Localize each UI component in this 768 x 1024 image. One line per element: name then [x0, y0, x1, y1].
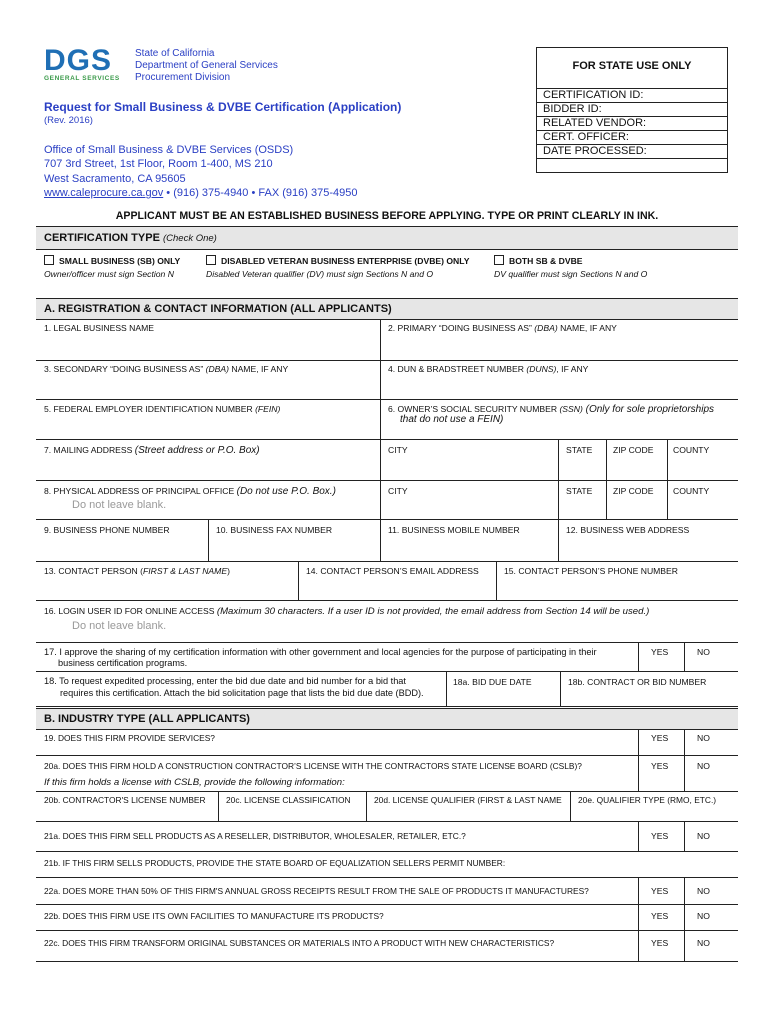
rule — [684, 730, 685, 791]
rule — [36, 480, 738, 481]
option-sb-only-label: SMALL BUSINESS (SB) ONLY — [59, 256, 181, 266]
state-row-bidder-id: BIDDER ID: — [537, 102, 727, 116]
rule — [684, 821, 685, 851]
rule — [218, 791, 219, 821]
field-14-contact-email[interactable]: 14. CONTACT PERSON’S EMAIL ADDRESS — [306, 566, 479, 576]
rule — [36, 561, 738, 562]
rule — [667, 439, 668, 520]
state-row-certification-id: CERTIFICATION ID: — [537, 88, 727, 102]
cert-type-note: (Check One) — [162, 233, 217, 244]
field-8-physical-address[interactable]: 8. PHYSICAL ADDRESS OF PRINCIPAL OFFICE (Do not use P.O. Box.) — [44, 486, 336, 497]
form-title: Request for Small Business & DVBE Certification (Application) — [44, 100, 402, 114]
rule — [558, 439, 559, 561]
field-11-business-mobile[interactable]: 11. BUSINESS MOBILE NUMBER — [388, 525, 520, 535]
field-17-sharing-approval: 17. I approve the sharing of my certification information with other government and local agencies for the purpose of participating in their — [44, 647, 597, 657]
option-dvbe-only-note: Disabled Veteran qualifier (DV) must sign Sections N and O — [206, 269, 434, 279]
field-1-legal-name[interactable]: 1. LEGAL BUSINESS NAME — [44, 323, 155, 333]
field-8-state[interactable]: STATE — [566, 486, 593, 496]
checkbox-sb-only[interactable] — [44, 255, 54, 265]
rule — [570, 791, 571, 821]
rule — [208, 519, 209, 561]
field-12-business-web[interactable]: 12. BUSINESS WEB ADDRESS — [566, 525, 690, 535]
rule — [684, 877, 685, 961]
rule — [638, 730, 639, 791]
field-4-duns[interactable]: 4. DUN & BRADSTREET NUMBER (DUNS), IF ANY — [388, 364, 589, 374]
field-7-state[interactable]: STATE — [566, 445, 593, 455]
section-a-heading: A. REGISTRATION & CONTACT INFORMATION (ALL APPLICANTS) — [36, 298, 738, 320]
cert-type-heading: CERTIFICATION TYPE — [44, 232, 160, 244]
rule — [36, 904, 738, 905]
option-both-note: DV qualifier must sign Sections N and O — [494, 269, 648, 279]
q20e-qualifier-type[interactable]: 20e. QUALIFIER TYPE (RMO, ETC.) — [578, 795, 717, 805]
q22b-no[interactable]: NO — [697, 911, 710, 921]
state-use-title: FOR STATE USE ONLY — [572, 60, 692, 72]
rule — [36, 961, 738, 962]
option-dvbe-only[interactable] — [206, 255, 469, 266]
q20a-no[interactable]: NO — [697, 761, 710, 771]
office-city: West Sacramento, CA 95605 — [44, 173, 186, 185]
office-address: 707 3rd Street, 1st Floor, Room 1-400, MS 210 — [44, 158, 273, 170]
field-17-sharing-approval-cont: business certification programs. — [58, 658, 188, 668]
rule — [36, 399, 738, 400]
field-17-no[interactable]: NO — [697, 647, 710, 657]
q22b-yes[interactable]: YES — [651, 911, 669, 921]
field-3-secondary-dba[interactable]: 3. SECONDARY “DOING BUSINESS AS” (DBA) NAME, IF ANY — [44, 364, 289, 374]
rule — [36, 519, 738, 520]
rule — [36, 600, 738, 601]
field-2-primary-dba[interactable]: 2. PRIMARY “DOING BUSINESS AS” (DBA) NAME, IF ANY — [388, 323, 617, 333]
dgs-logo: DGS — [44, 44, 113, 77]
q22c-transform-materials: 22c. DOES THIS FIRM TRANSFORM ORIGINAL SUBSTANCES OR MATERIALS INTO A PRODUCT WITH NEW CHARACTERISTICS? — [44, 938, 555, 948]
option-both-label: BOTH SB & DVBE — [509, 256, 583, 266]
q20-note: If this firm holds a license with CSLB, provide the following information: — [44, 777, 345, 788]
agency-line-3: Procurement Division — [135, 72, 231, 83]
option-sb-only-note: Owner/officer must sign Section N — [44, 269, 174, 279]
section-b-heading: B. INDUSTRY TYPE (ALL APPLICANTS) — [36, 708, 738, 730]
field-10-business-fax[interactable]: 10. BUSINESS FAX NUMBER — [216, 525, 333, 535]
q20a-yes[interactable]: YES — [651, 761, 669, 771]
field-8-hint: Do not leave blank. — [72, 499, 167, 511]
state-row-blank — [537, 158, 727, 172]
state-use-only-box — [536, 47, 728, 173]
state-row-cert-officer: CERT. OFFICER: — [537, 130, 727, 144]
q22a-manufacture-receipts: 22a. DOES MORE THAN 50% OF THIS FIRM'S ANNUAL GROSS RECEIPTS RESULT FROM THE SALE OF PRODUCTS IT MANUFACTURES? — [44, 886, 589, 896]
office-website-link[interactable]: www.caleprocure.ca.gov — [44, 187, 164, 199]
field-5-fein[interactable]: 5. FEDERAL EMPLOYER IDENTIFICATION NUMBER (FEIN) — [44, 404, 281, 414]
option-dvbe-only-label: DISABLED VETERAN BUSINESS ENTERPRISE (DVBE) ONLY — [221, 256, 470, 266]
rule — [496, 561, 497, 600]
field-18-expedited-cont: requires this certification. Attach the bid solicitation page that lists the bid due date (BDD). — [60, 688, 424, 698]
option-both[interactable] — [494, 255, 583, 266]
field-8-city[interactable]: CITY — [388, 486, 408, 496]
office-contact-line — [44, 187, 357, 199]
q21a-yes[interactable]: YES — [651, 831, 669, 841]
field-18b-bid-number[interactable]: 18b. CONTRACT OR BID NUMBER — [568, 677, 707, 687]
q20c-license-classification[interactable]: 20c. LICENSE CLASSIFICATION — [226, 795, 351, 805]
field-17-yes[interactable]: YES — [651, 647, 669, 657]
q19-provide-services: 19. DOES THIS FIRM PROVIDE SERVICES? — [44, 733, 215, 743]
field-15-contact-phone[interactable]: 15. CONTACT PERSON’S PHONE NUMBER — [504, 566, 678, 576]
q20a-cslb-license: 20a. DOES THIS FIRM HOLD A CONSTRUCTION CONTRACTOR’S LICENSE WITH THE CONTRACTORS STATE LICENSE BOARD (CSLB)? — [44, 761, 582, 771]
rule — [560, 671, 561, 706]
field-8-zip[interactable]: ZIP CODE — [613, 486, 654, 496]
field-7-mailing-address[interactable]: 7. MAILING ADDRESS (Street address or P.O. Box) — [44, 445, 260, 456]
rule — [36, 360, 738, 361]
field-13-contact-person[interactable]: 13. CONTACT PERSON (FIRST & LAST NAME) — [44, 566, 230, 576]
field-18a-bid-due-date[interactable]: 18a. BID DUE DATE — [453, 677, 532, 687]
field-6-ssn-note: that do not use a FEIN) — [400, 414, 504, 425]
state-row-related-vendor: RELATED VENDOR: — [537, 116, 727, 130]
applicant-notice: APPLICANT MUST BE AN ESTABLISHED BUSINESS BEFORE APPLYING. TYPE OR PRINT CLEARLY IN INK. — [115, 210, 659, 222]
rule — [36, 706, 738, 707]
rule — [36, 642, 738, 643]
q21a-sell-products: 21a. DOES THIS FIRM SELL PRODUCTS AS A RESELLER, DISTRIBUTOR, WHOLESALER, RETAILER, ETC.? — [44, 831, 466, 841]
option-sb-only[interactable] — [44, 255, 180, 266]
agency-line-2: Department of General Services — [135, 60, 278, 71]
q19-yes[interactable]: YES — [651, 733, 669, 743]
rule — [684, 642, 685, 671]
rule — [36, 851, 738, 852]
field-16-hint: Do not leave blank. — [72, 620, 167, 632]
rule — [36, 439, 738, 440]
rule — [638, 642, 639, 671]
field-18-expedited: 18. To request expedited processing, enter the bid due date and bid number for a bid that — [44, 676, 406, 686]
rule — [638, 821, 639, 851]
office-phone-fax: • (916) 375-4940 • FAX (916) 375-4950 — [163, 187, 358, 199]
rule — [366, 791, 367, 821]
q22c-no[interactable]: NO — [697, 938, 710, 948]
q22b-own-facilities: 22b. DOES THIS FIRM USE ITS OWN FACILITIES TO MANUFACTURE ITS PRODUCTS? — [44, 911, 384, 921]
q20b-license-number[interactable]: 20b. CONTRACTOR'S LICENSE NUMBER — [44, 795, 206, 805]
rule — [446, 671, 447, 706]
rule — [36, 755, 738, 756]
state-row-date-processed: DATE PROCESSED: — [537, 144, 727, 158]
q22a-yes[interactable]: YES — [651, 886, 669, 896]
field-8-county[interactable]: COUNTY — [673, 486, 710, 496]
q21a-no[interactable]: NO — [697, 831, 710, 841]
checkbox-dvbe-only[interactable] — [206, 255, 216, 265]
q19-no[interactable]: NO — [697, 733, 710, 743]
rule — [36, 821, 738, 822]
office-name: Office of Small Business & DVBE Services (OSDS) — [44, 144, 294, 156]
agency-line-1: State of California — [135, 48, 215, 59]
q22a-no[interactable]: NO — [697, 886, 710, 896]
field-16-login-user-id[interactable]: 16. LOGIN USER ID FOR ONLINE ACCESS (Maximum 30 characters. If a user ID is not provided, the email address from Section 14 will be used.) — [44, 606, 650, 617]
rule — [36, 671, 738, 672]
rule — [380, 320, 381, 561]
rule — [298, 561, 299, 600]
q20d-license-qualifier[interactable]: 20d. LICENSE QUALIFIER (FIRST & LAST NAME — [374, 795, 562, 805]
field-7-zip[interactable]: ZIP CODE — [613, 445, 654, 455]
rule — [638, 877, 639, 961]
rule — [606, 439, 607, 520]
cert-type-bar — [36, 226, 738, 250]
rule — [36, 930, 738, 931]
q21b-sellers-permit[interactable]: 21b. IF THIS FIRM SELLS PRODUCTS, PROVIDE THE STATE BOARD OF EQUALIZATION SELLERS PERMIT NUMBER: — [44, 858, 506, 868]
field-9-business-phone[interactable]: 9. BUSINESS PHONE NUMBER — [44, 525, 170, 535]
field-7-county[interactable]: COUNTY — [673, 445, 710, 455]
q22c-yes[interactable]: YES — [651, 938, 669, 948]
rule — [36, 791, 738, 792]
rule — [36, 877, 738, 878]
checkbox-both[interactable] — [494, 255, 504, 265]
form-revision: (Rev. 2016) — [44, 115, 93, 126]
dgs-logo-subtitle: GENERAL SERVICES — [44, 75, 120, 82]
field-7-city[interactable]: CITY — [388, 445, 408, 455]
field-6-ssn[interactable]: 6. OWNER’S SOCIAL SECURITY NUMBER (SSN) (Only for sole proprietorships — [388, 404, 715, 415]
